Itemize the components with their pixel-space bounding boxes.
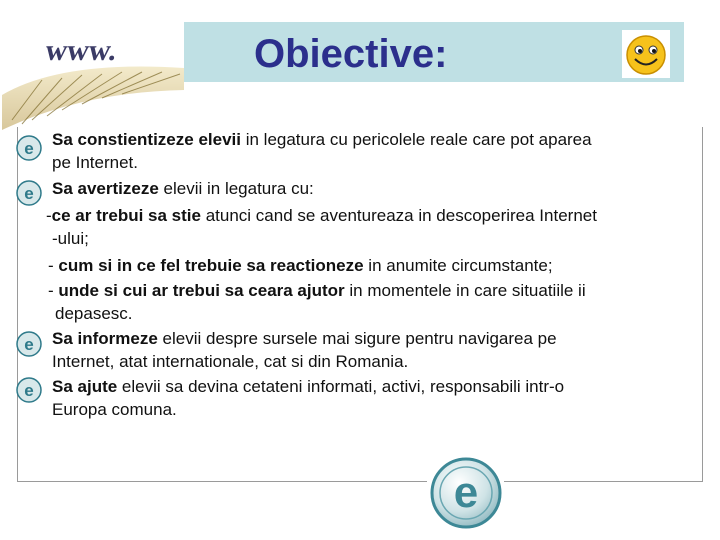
svg-text:e: e: [453, 468, 479, 517]
svg-text:e: e: [24, 139, 34, 158]
svg-text:e: e: [24, 335, 34, 354]
page-title: Obiective:: [254, 32, 448, 76]
list-item-continuation: pe Internet.: [52, 153, 139, 172]
svg-text:e: e: [24, 381, 34, 400]
list-item: Sa ajute elevii sa devina cetateni informati, activi, responsabili intr-o: [52, 377, 565, 396]
frame-bottom-border: [504, 481, 703, 482]
internet-e-icon: [428, 455, 504, 531]
svg-text:e: e: [24, 184, 34, 203]
www-logo-icon: [2, 20, 184, 130]
internet-e-icon: [16, 331, 42, 357]
list-item-continuation: Europa comuna.: [52, 400, 177, 419]
sub-item-continuation: depasesc.: [55, 304, 133, 323]
sub-item: -ce ar trebui sa stie atunci cand se aventureaza in descoperirea Internet: [46, 206, 597, 225]
internet-e-icon: [16, 135, 42, 161]
frame-bottom-border: [17, 481, 427, 482]
smiley-icon: [622, 30, 670, 78]
list-item-continuation: Internet, atat internationale, cat si din Romania.: [52, 352, 409, 371]
frame-right-border: [702, 127, 703, 481]
list-item: Sa constientizeze elevii in legatura cu pericolele reale care pot aparea: [52, 130, 592, 149]
sub-item: - unde si cui ar trebui sa ceara ajutor in momentele in care situatiile ii: [48, 281, 586, 300]
sub-item: - cum si in ce fel trebuie sa reactioneze in anumite circumstante;: [48, 256, 553, 275]
internet-e-icon: [16, 180, 42, 206]
list-item: Sa avertizeze elevii in legatura cu:: [52, 179, 314, 198]
sub-item-continuation: -ului;: [52, 229, 89, 248]
logo-text: www.: [43, 33, 119, 67]
internet-e-icon: [16, 377, 42, 403]
list-item: Sa informeze elevii despre sursele mai sigure pentru navigarea pe: [52, 329, 557, 348]
